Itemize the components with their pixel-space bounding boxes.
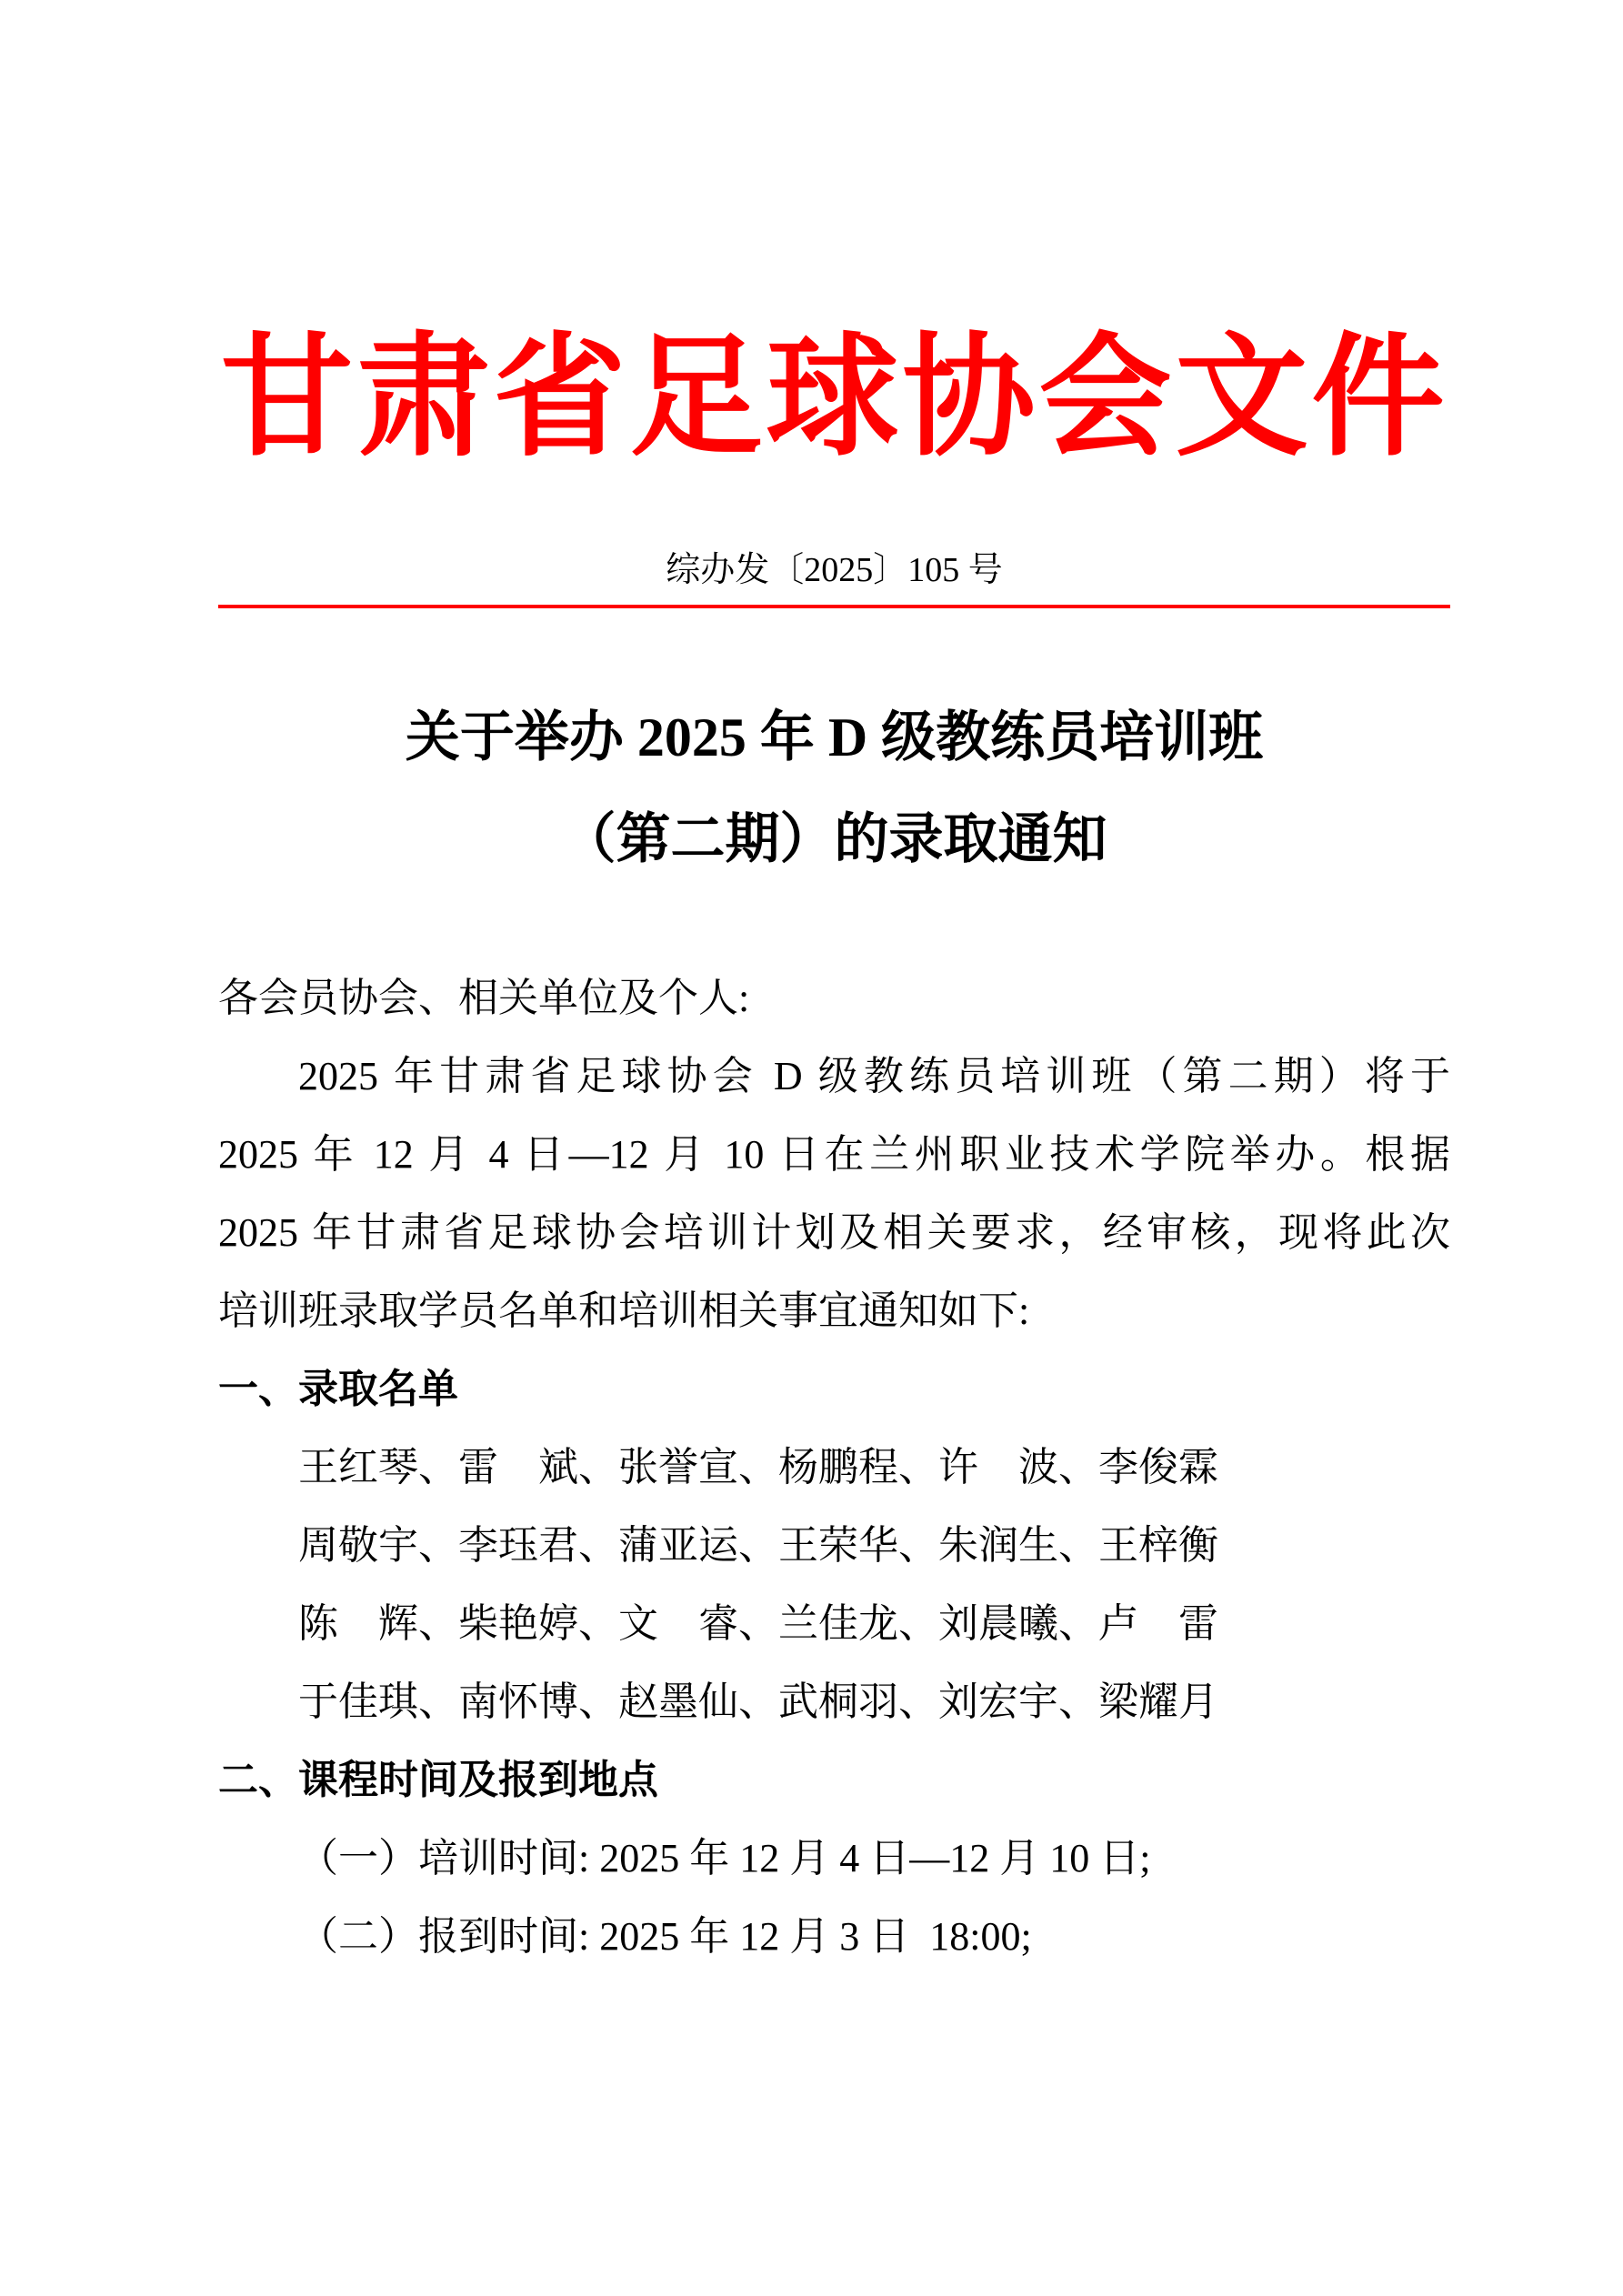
paragraph-line-2: 2025 年 12 月 4 日—12 月 10 日在兰州职业技术学院举办。根据: [218, 1132, 1450, 1178]
section1-heading: 一、录取名单: [218, 1367, 458, 1412]
paragraph-line-3: 2025 年甘肃省足球协会培训计划及相关要求，经审核，现将此次: [218, 1210, 1450, 1256]
item-line-2: （二）报到时间: 2025 年 12 月 3 日 18:00;: [298, 1914, 1032, 1960]
paragraph-line-4: 培训班录取学员名单和培训相关事宜通知如下:: [218, 1288, 1030, 1334]
name-line-1: 王红琴、雷 斌、张誉宣、杨鹏程、许 波、李俊霖: [298, 1445, 1218, 1490]
salutation: 各会员协会、相关单位及个人:: [218, 976, 750, 1021]
doc-number: 综办发〔2025〕105 号: [666, 551, 1003, 590]
section2-heading: 二、课程时间及报到地点: [218, 1758, 658, 1803]
item-line-1: （一）培训时间: 2025 年 12 月 4 日—12 月 10 日;: [298, 1836, 1151, 1881]
red-divider: [218, 605, 1450, 608]
document-content: [0, 325, 1623, 2296]
doc-title: [218, 687, 1450, 890]
doc-title-line-1: 关于举办 2025 年 D 级教练员培训班: [405, 707, 1264, 768]
body-text: [218, 959, 1450, 1976]
name-line-3: 陈 辉、柴艳婷、文 睿、兰佳龙、刘晨曦、卢 雷: [298, 1601, 1218, 1647]
paragraph-line-1: 2025 年甘肃省足球协会 D 级教练员培训班（第二期）将于: [298, 1054, 1450, 1099]
name-line-4: 于佳琪、南怀博、赵墨仙、武桐羽、刘宏宇、梁耀月: [298, 1679, 1218, 1725]
org-title: 甘肃省足球协会文件: [220, 325, 1448, 472]
name-line-2: 周敬宇、李珏君、蒲亚运、王荣华、朱润生、王梓衡: [298, 1523, 1218, 1569]
doc-title-line-2: （第二期）的录取通知: [561, 809, 1107, 870]
